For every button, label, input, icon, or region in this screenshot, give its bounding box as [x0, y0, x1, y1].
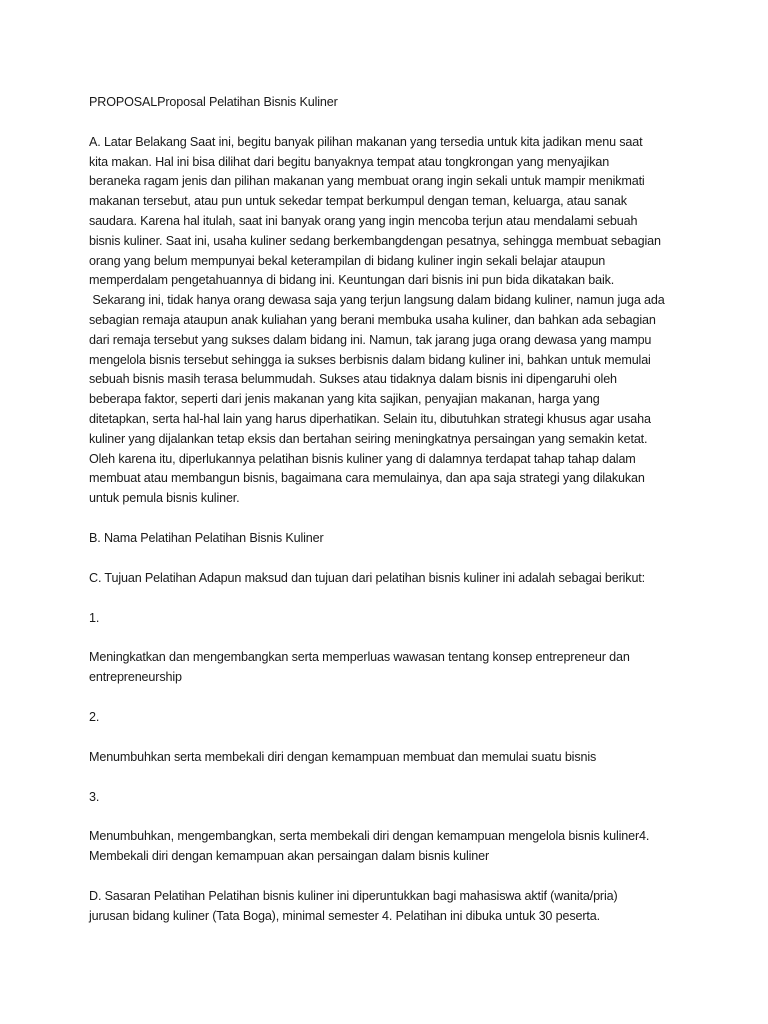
section-a-paragraph: A. Latar Belakang Saat ini, begitu banyak pilihan makanan yang tersedia untuk kita jadikan menu saat kita makan. Hal ini bisa dilihat dari begitu banyaknya tempat atau tongkrongan yang menyajikan beraneka ragam jenis dan pilihan makanan yang membuat orang ingin sekali untuk mampir menikmati makanan tersebut, atau pun untuk sekedar tempat berkumpul dengan teman, keluarga, atau sanak saudara. Karena hal itulah, saat ini banyak orang yang ingin mencoba terjun atau mendalami sebuah bisnis kuliner. Saat ini, usaha kuliner sedang berkembangdengan pesatnya, sehingga membuat sebagian orang yang belum mempunyai bekal keterampilan di bidang kuliner ingin sekali belajar ataupun memperdalam pengetahuannya di bidang ini. Keuntungan dari bisnis ini pun bida dikatakan baik. Sekarang ini, tidak hanya orang dewasa saja yang terjun langsung dalam bidang kuliner, namun juga ada sebagian remaja ataupun anak kuliahan yang berani membuka usaha kuliner, dan bahkan ada sebagian dari remaja tersebut yang sukses dalam bidang ini. Namun, tak jarang juga orang dewasa yang mampu mengelola bisnis tersebut sehingga ia sukses berbisnis dalam bidang kuliner ini, bahkan untuk memulai sebuah bisnis masih terasa belummudah. Sukses atau tidaknya dalam bisnis ini dipengaruhi oleh beberapa faktor, seperti dari jenis makanan yang kita sajikan, penyajian makanan, harga yang ditetapkan, serta hal-hal lain yang harus diperhatikan. Selain itu, dibutuhkan strategi khusus agar usaha kuliner yang dijalankan tetap eksis dan bertahan seiring meningkatnya persaingan yang semakin ketat. Oleh karena itu, diperlukannya pelatihan bisnis kuliner yang di dalamnya terdapat tahap tahap dalam membuat atau membangun bisnis, bagaimana cara memulainya, dan apa saja strategi yang dilakukan untuk pemula bisnis kuliner. — [89, 134, 665, 506]
paragraph-gap — [89, 807, 679, 827]
paragraph-gap — [89, 768, 679, 788]
paragraph-gap — [89, 728, 679, 748]
paragraph-gap — [89, 589, 679, 609]
paragraph-gap — [89, 688, 679, 708]
list-item-text: Meningkatkan dan mengembangkan serta memperluas wawasan tentang konsep entrepreneur dan entrepreneurship — [89, 650, 630, 685]
list-item-number: 3. — [89, 789, 100, 804]
list-item-number: 1. — [89, 610, 100, 625]
paragraph-gap — [89, 113, 679, 133]
list-item-text: Menumbuhkan, mengembangkan, serta membekali diri dengan kemampuan mengelola bisnis kuliner4. Membekali diri dengan kemampuan akan persaingan dalam bisnis kuliner — [89, 829, 650, 864]
document-title: PROPOSALProposal Pelatihan Bisnis Kuliner — [89, 95, 338, 109]
paragraph-gap — [89, 628, 679, 648]
paragraph-gap — [89, 509, 679, 529]
section-c-paragraph: C. Tujuan Pelatihan Adapun maksud dan tujuan dari pelatihan bisnis kuliner ini adalah sebagai berikut: — [89, 570, 645, 585]
list-item-number: 2. — [89, 709, 100, 724]
paragraph-gap — [89, 867, 679, 887]
section-d-paragraph: D. Sasaran Pelatihan Pelatihan bisnis kuliner ini diperuntukkan bagi mahasiswa aktif (wanita/pria) jurusan bidang kuliner (Tata Boga), minimal semester 4. Pelatihan ini dibuka untuk 30 peserta. — [89, 888, 618, 923]
paragraph-gap — [89, 549, 679, 569]
list-item-text: Menumbuhkan serta membekali diri dengan kemampuan membuat dan memulai suatu bisnis — [89, 749, 597, 764]
document-body — [89, 93, 679, 927]
section-b-paragraph: B. Nama Pelatihan Pelatihan Bisnis Kuliner — [89, 530, 324, 545]
